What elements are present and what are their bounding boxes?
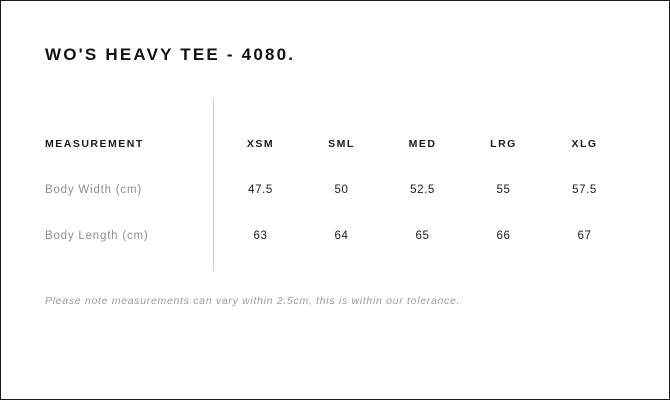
cell-body-width-med: 52.5	[410, 184, 435, 196]
page-title: WO'S HEAVY TEE - 4080.	[45, 45, 296, 64]
size-table-wrapper	[45, 121, 625, 259]
column-header-med: MED	[408, 138, 437, 150]
column-header-measurement: MEASUREMENT	[45, 138, 144, 150]
column-header-xlg: XLG	[571, 138, 598, 150]
size-table-header	[45, 121, 625, 167]
size-table	[45, 121, 625, 259]
cell-body-length-xsm: 63	[253, 230, 268, 242]
table-row	[45, 167, 625, 213]
table-row	[45, 213, 625, 259]
tolerance-note: Please note measurements can vary within 2.5cm, this is within our tolerance.	[45, 295, 461, 307]
cell-body-width-xsm: 47.5	[248, 184, 273, 196]
cell-body-length-sml: 64	[334, 230, 349, 242]
cell-body-width-lrg: 55	[496, 184, 511, 196]
column-header-xsm: XSM	[246, 138, 275, 150]
cell-body-length-lrg: 66	[496, 230, 511, 242]
cell-body-length-med: 65	[415, 230, 430, 242]
size-table-body	[45, 167, 625, 259]
row-label-body-width: Body Width (cm)	[45, 184, 142, 196]
page-content	[1, 1, 669, 399]
table-header-row	[45, 121, 625, 167]
row-label-body-length: Body Length (cm)	[45, 230, 149, 242]
column-header-sml: SML	[328, 138, 355, 150]
cell-body-length-xlg: 67	[577, 230, 592, 242]
cell-body-width-xlg: 57.5	[572, 184, 597, 196]
vertical-divider	[213, 99, 214, 271]
column-header-lrg: LRG	[490, 138, 517, 150]
cell-body-width-sml: 50	[334, 184, 349, 196]
